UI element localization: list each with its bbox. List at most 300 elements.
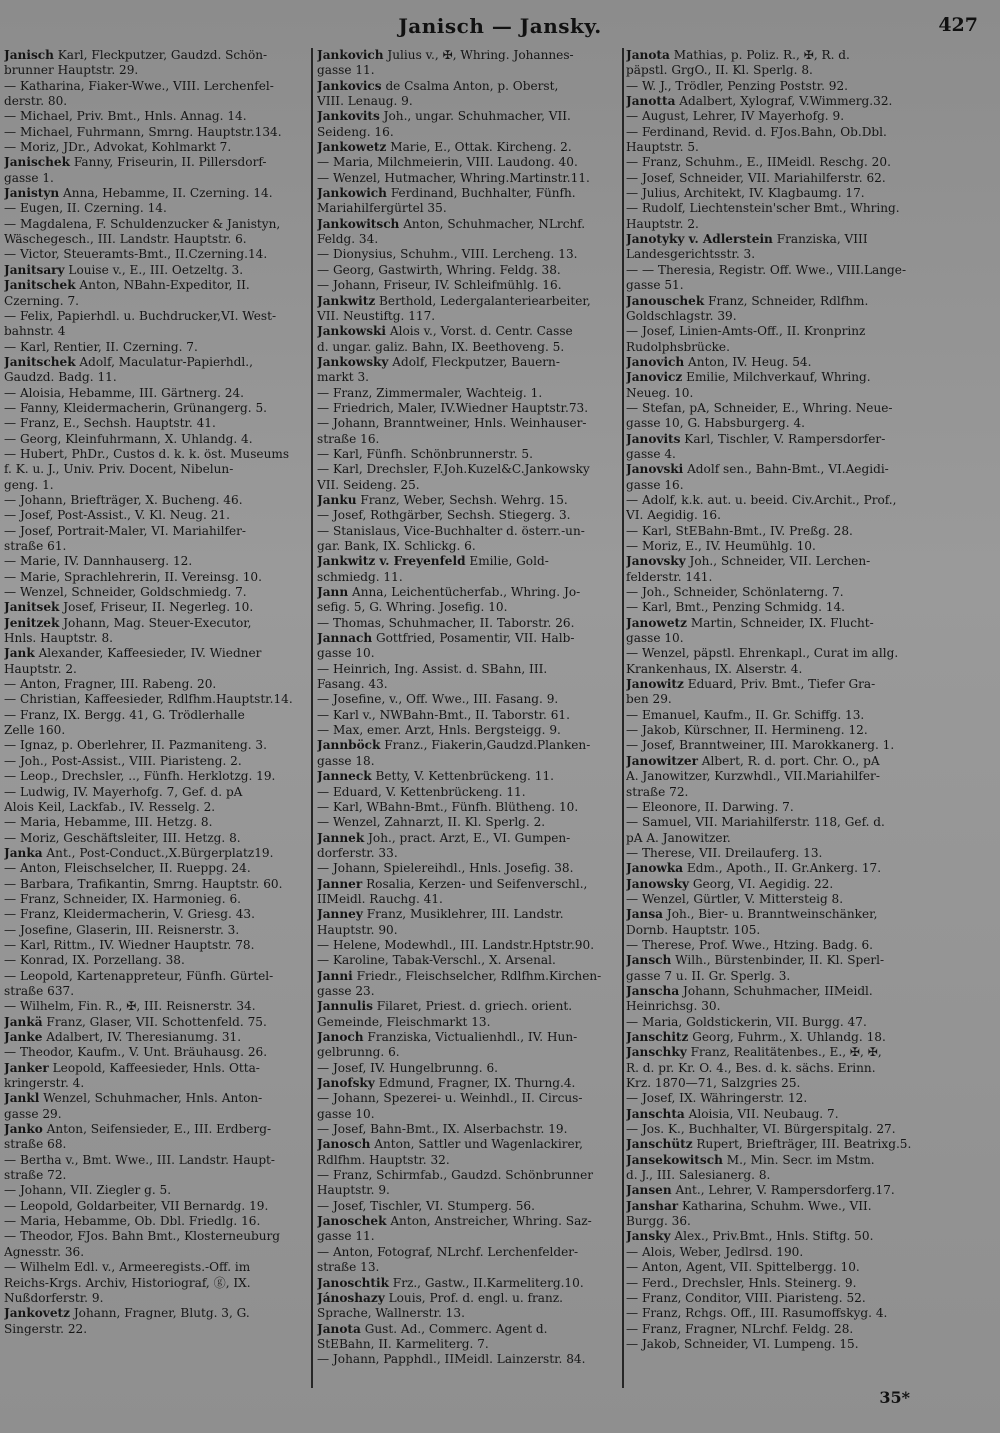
entry-text: Friedr., Fleischselcher, Rdlfhm.Kirchen- — [352, 968, 602, 983]
entry-text: d. ungar. galiz. Bahn, IX. Beethoveng. 5. — [317, 339, 565, 354]
surname: Janovich — [626, 354, 685, 369]
surname: Janota — [626, 48, 670, 62]
entry-text: — W. J., Trödler, Penzing Poststr. 92. — [626, 78, 849, 93]
directory-line — [626, 109, 926, 124]
entry-text: bahnstr. 4 — [4, 324, 66, 339]
surname: Janischek — [4, 155, 70, 170]
directory-line — [317, 186, 621, 201]
surname: Jankowetz — [317, 140, 387, 155]
entry-text: — Joh., Schneider, Schönlaterng. 7. — [626, 585, 844, 600]
directory-line — [317, 79, 621, 94]
entry-text: — Helene, Modewhdl., III. Landstr.Hptstr.90. — [317, 937, 595, 952]
entry-text: — Christian, Kaffeesieder, Rdlfhm.Hauptstr.14. — [4, 692, 293, 707]
directory-line — [317, 800, 621, 815]
directory-line — [317, 769, 621, 784]
directory-line — [4, 1137, 309, 1152]
directory-line — [626, 1291, 926, 1306]
entry-text: — Marie, Sprachlehrerin, II. Vereinsg. 10. — [4, 569, 262, 584]
entry-text: — Josef, Bahn-Bmt., IX. Alserbachstr. 19. — [317, 1122, 568, 1137]
directory-line — [317, 1214, 621, 1229]
entry-text: gasse 10. — [317, 646, 375, 661]
directory-line — [4, 1260, 309, 1275]
surname: Janovicz — [626, 370, 683, 385]
entry-text: — Bertha v., Bmt. Wwe., III. Landstr. Haupt- — [4, 1152, 276, 1167]
entry-text: kringerstr. 4. — [4, 1076, 85, 1091]
entry-text: Rudolphsbrücke. — [626, 339, 730, 354]
directory-line — [317, 1352, 621, 1367]
surname: Janko — [4, 1122, 43, 1137]
directory-line — [317, 478, 621, 493]
entry-text: dorferstr. 33. — [317, 845, 398, 860]
directory-line — [317, 447, 621, 462]
surname: Jankowitsch — [317, 216, 400, 231]
surname: Janisch — [4, 48, 54, 62]
entry-text: M., Min. Secr. im Mstm. — [722, 1152, 875, 1167]
entry-text: Zelle 160. — [4, 723, 66, 738]
directory-line — [626, 1260, 926, 1275]
directory-line — [317, 247, 621, 262]
entry-text: Emilie, Milchverkauf, Whring. — [682, 370, 871, 385]
entry-text: — Josef, IV. Hungelbrunng. 6. — [317, 1060, 498, 1075]
entry-text: Leopold, Kaffeesieder, Hnls. Otta- — [48, 1060, 260, 1075]
surname: Janistyn — [4, 186, 60, 201]
entry-text: brunner Hauptstr. 29. — [4, 63, 139, 78]
entry-text: Anton, Schuhmacher, NLrchf. — [399, 216, 586, 231]
directory-line — [4, 1291, 309, 1306]
entry-text: Alexander, Kaffeesieder, IV. Wiedner — [34, 646, 262, 661]
entry-text: Eduard, Priv. Bmt., Tiefer Gra- — [683, 677, 876, 692]
entry-text: — — Theresia, Registr. Off. Wwe., VIII.Lange- — [626, 262, 907, 277]
directory-line — [317, 585, 621, 600]
entry-text: — Josef, Linien-Amts-Off., II. Kronprinz — [626, 324, 866, 339]
directory-line — [4, 401, 309, 416]
directory-line — [626, 815, 926, 830]
directory-line — [626, 831, 926, 846]
directory-line — [4, 278, 309, 293]
surname: Janowka — [626, 861, 684, 876]
directory-line — [4, 370, 309, 385]
directory-line — [626, 478, 926, 493]
entry-text: Hauptstr. 2. — [4, 661, 77, 676]
directory-line — [626, 738, 926, 753]
directory-line — [317, 923, 621, 938]
directory-line — [4, 1322, 309, 1337]
directory-line — [317, 984, 621, 999]
directory-line — [626, 754, 926, 769]
entry-text: VII. Seideng. 25. — [317, 477, 420, 492]
entry-text: Gottfried, Posamentir, VII. Halb- — [372, 631, 575, 646]
directory-line — [317, 1199, 621, 1214]
surname: Jannulis — [317, 999, 373, 1014]
directory-line — [626, 1229, 926, 1244]
entry-text: — Hubert, PhDr., Custos d. k. k. öst. Museums — [4, 446, 290, 461]
directory-line — [626, 508, 926, 523]
surname: Janowitz — [626, 677, 684, 692]
entry-text: Anton, Seifensieder, E., III. Erdberg- — [42, 1122, 272, 1137]
surname: Jánoshazy — [317, 1290, 385, 1305]
entry-text: Franz., Fiakerin,Gaudzd.Planken- — [380, 738, 591, 753]
directory-line — [317, 401, 621, 416]
directory-line — [626, 462, 926, 477]
entry-text: — Moriz, JDr., Advokat, Kohlmarkt 7. — [4, 140, 232, 155]
directory-line — [317, 953, 621, 968]
entry-text: Anton, NBahn-Expeditor, II. — [75, 278, 250, 293]
directory-line — [317, 600, 621, 615]
directory-line — [4, 1015, 309, 1030]
directory-line — [626, 769, 926, 784]
directory-line — [626, 1276, 926, 1291]
directory-line — [626, 999, 926, 1014]
surname: Janovsky — [626, 554, 686, 569]
directory-line — [626, 63, 926, 78]
directory-line — [4, 800, 309, 815]
directory-line — [317, 708, 621, 723]
entry-text: Franz, Realitätenbes., E., ✠, ✠, — [686, 1045, 882, 1060]
entry-text: — Johann, VII. Ziegler g. 5. — [4, 1183, 172, 1198]
entry-text: VI. Aegidig. 16. — [626, 508, 721, 523]
entry-text: Agnesstr. 36. — [4, 1244, 85, 1259]
directory-line — [626, 355, 926, 370]
page-title: Janisch — Jansky. — [398, 14, 602, 38]
entry-text: — Johann, Papphdl., IIMeidl. Lainzerstr. 84. — [317, 1352, 586, 1367]
entry-text: Anton, Sattler und Wagenlackirer, — [370, 1137, 583, 1152]
directory-line — [4, 324, 309, 339]
directory-line — [4, 984, 309, 999]
directory-line — [626, 708, 926, 723]
directory-line — [626, 1137, 926, 1152]
entry-text: — Maria, Milchmeierin, VIII. Laudong. 40. — [317, 155, 578, 170]
directory-line — [317, 278, 621, 293]
column-1 — [4, 48, 309, 1337]
entry-text: — Karl v., NWBahn-Bmt., II. Taborstr. 61. — [317, 707, 570, 722]
surname: Janschitz — [626, 1030, 689, 1044]
directory-line — [626, 677, 926, 692]
entry-text: — Josef, Portrait-Maler, VI. Mariahilfer- — [4, 523, 246, 538]
directory-line — [626, 1337, 926, 1352]
directory-line — [626, 401, 926, 416]
entry-text: Marie, E., Ottak. Kircheng. 2. — [386, 140, 572, 155]
directory-line — [317, 462, 621, 477]
entry-text: gasse 10, G. Habsburgerg. 4. — [626, 416, 806, 431]
entry-text: — Franz, E., Sechsh. Hauptstr. 41. — [4, 416, 216, 431]
surname: Jankowich — [317, 186, 387, 201]
directory-line — [317, 1322, 621, 1337]
entry-text: — Jos. K., Buchhalter, VI. Bürgerspitalg. 27. — [626, 1122, 896, 1137]
entry-text: — Leop., Drechsler, .., Fünfh. Herklotzg. 19. — [4, 769, 276, 784]
surname: Jankwitz — [317, 293, 376, 308]
directory-line — [4, 969, 309, 984]
directory-line — [4, 79, 309, 94]
directory-line — [317, 309, 621, 324]
entry-text: — Eduard, V. Kettenbrückeng. 11. — [317, 784, 526, 799]
entry-text: — Michael, Fuhrmann, Smrng. Hauptstr.134. — [4, 124, 282, 139]
entry-text: — Friedrich, Maler, IV.Wiedner Hauptstr.73. — [317, 400, 589, 415]
entry-text: Alex., Priv.Bmt., Hnls. Stiftg. 50. — [670, 1229, 874, 1244]
entry-text: — Anton, Agent, VII. Spittelbergg. 10. — [626, 1260, 860, 1275]
entry-text: f. K. u. J., Univ. Priv. Docent, Nibelun- — [4, 462, 234, 477]
surname: Janotta — [626, 94, 676, 109]
directory-line — [626, 1122, 926, 1137]
directory-line — [317, 94, 621, 109]
directory-line — [626, 907, 926, 922]
entry-text: — Josef, Branntweiner, III. Marokkanerg. 1. — [626, 738, 895, 753]
entry-text: gasse 4. — [626, 446, 676, 461]
directory-line — [317, 1229, 621, 1244]
directory-line — [626, 1214, 926, 1229]
directory-line — [4, 1153, 309, 1168]
directory-line — [317, 155, 621, 170]
entry-text: Gust. Ad., Commerc. Agent d. — [360, 1321, 548, 1336]
entry-text: — Ferd., Drechsler, Hnls. Steinerg. 9. — [626, 1275, 857, 1290]
directory-line — [317, 125, 621, 140]
entry-text: — Wenzel, Schneider, Goldschmiedg. 7. — [4, 585, 247, 600]
directory-line — [317, 861, 621, 876]
directory-line — [626, 125, 926, 140]
entry-text: — Barbara, Trafikantin, Smrng. Hauptstr. 60. — [4, 876, 283, 891]
directory-line — [4, 416, 309, 431]
directory-line — [317, 109, 621, 124]
directory-line — [317, 201, 621, 216]
directory-line — [4, 616, 309, 631]
entry-text: Neueg. 10. — [626, 385, 694, 400]
directory-line — [4, 815, 309, 830]
entry-text: Johann, Mag. Steuer-Executor, — [59, 615, 252, 630]
entry-text: Landesgerichtsstr. 3. — [626, 247, 756, 262]
entry-text: Adolf, Fleckputzer, Bauern- — [388, 354, 560, 369]
entry-text: Gemeinde, Fleischmarkt 13. — [317, 1014, 491, 1029]
directory-line — [317, 1183, 621, 1198]
surname: Janker — [4, 1060, 49, 1075]
directory-line — [4, 1199, 309, 1214]
directory-line — [317, 416, 621, 431]
directory-line — [317, 1153, 621, 1168]
directory-line — [4, 923, 309, 938]
directory-line — [626, 570, 926, 585]
entry-text: — Ignaz, p. Oberlehrer, II. Pazmaniteng. 3. — [4, 738, 267, 753]
entry-text: — Josef, IX. Währingerstr. 12. — [626, 1091, 808, 1106]
entry-text: — Moriz, E., IV. Heumühlg. 10. — [626, 539, 816, 553]
entry-text: gasse 29. — [4, 1106, 62, 1121]
directory-line — [4, 999, 309, 1014]
directory-line — [626, 585, 926, 600]
directory-line — [626, 493, 926, 508]
directory-line — [317, 969, 621, 984]
entry-text: — Rudolf, Liechtenstein'scher Bmt., Whring. — [626, 201, 900, 216]
directory-line — [4, 263, 309, 278]
entry-text: schmiedg. 11. — [317, 569, 403, 584]
entry-text: gasse 7 u. II. Gr. Sperlg. 3. — [626, 968, 791, 983]
directory-line — [4, 723, 309, 738]
surname: Jenitzek — [4, 615, 60, 630]
directory-line — [626, 232, 926, 247]
directory-line — [4, 861, 309, 876]
surname: Janscha — [626, 983, 680, 998]
directory-line — [317, 1276, 621, 1291]
entry-text: Fanny, Friseurin, II. Pillersdorf- — [69, 155, 267, 170]
entry-text: Franziska, VIII — [772, 232, 868, 247]
directory-line — [317, 723, 621, 738]
directory-line — [317, 1337, 621, 1352]
entry-text: — Johann, Branntweiner, Hnls. Weinhauser- — [317, 416, 587, 431]
directory-line — [317, 677, 621, 692]
directory-line — [626, 723, 926, 738]
directory-line — [626, 539, 926, 554]
directory-line — [4, 1276, 309, 1291]
page-number: 427 — [938, 14, 978, 36]
directory-line — [626, 370, 926, 385]
entry-text: Nußdorferstr. 9. — [4, 1290, 104, 1305]
directory-line — [317, 1061, 621, 1076]
entry-text: Wenzel, Schuhmacher, Hnls. Anton- — [39, 1091, 263, 1106]
directory-line — [4, 232, 309, 247]
surname: Janschta — [626, 1106, 685, 1121]
entry-text: — Anton, Fleischselcher, II. Rueppg. 24. — [4, 861, 251, 876]
entry-text: Joh., Bier- u. Branntweinschänker, — [663, 907, 878, 922]
surname: Janschky — [626, 1045, 687, 1060]
surname: Janneck — [317, 769, 372, 784]
entry-text: straße 13. — [317, 1260, 380, 1275]
directory-line — [626, 892, 926, 907]
directory-line — [317, 386, 621, 401]
directory-line — [626, 324, 926, 339]
directory-line — [626, 1107, 926, 1122]
surname: Jankowsky — [317, 354, 389, 369]
column-rule — [311, 48, 313, 1388]
surname: Janosch — [317, 1137, 371, 1152]
entry-text: Adalbert, Xylograf, V.Wimmerg.32. — [675, 94, 893, 109]
entry-text: Emilie, Gold- — [465, 554, 549, 569]
directory-line — [4, 877, 309, 892]
directory-line — [626, 1030, 926, 1045]
entry-text: R. d. pr. Kr. O. 4., Bes. d. k. sächs. Erinn. — [626, 1060, 876, 1075]
entry-text: — August, Lehrer, IV Mayerhofg. 9. — [626, 109, 845, 124]
entry-text: — Karl, StEBahn-Bmt., IV. Preßg. 28. — [626, 523, 853, 538]
entry-text: — Joh., Post-Assist., VIII. Piaristeng. 2. — [4, 753, 242, 768]
entry-text: Louis, Prof. d. engl. u. franz. — [384, 1290, 564, 1305]
entry-text: Franz, Weber, Sechsh. Wehrg. 15. — [356, 492, 568, 507]
surname: Janoschtik — [317, 1275, 389, 1290]
directory-line — [4, 570, 309, 585]
entry-text: Georg, Fuhrm., X. Uhlandg. 18. — [688, 1030, 886, 1044]
entry-text: — Julius, Architekt, IV. Klagbaumg. 17. — [626, 186, 865, 201]
entry-text: — Maria, Hebamme, III. Hetzg. 8. — [4, 815, 213, 830]
entry-text: gar. Bank, IX. Schlickg. 6. — [317, 539, 476, 553]
entry-text: Alois v., Vorst. d. Centr. Casse — [386, 324, 573, 339]
directory-line — [317, 646, 621, 661]
entry-text: Hauptstr. 9. — [317, 1183, 390, 1198]
directory-line — [4, 846, 309, 861]
entry-text: Franz, Schneider, Rdlfhm. — [704, 293, 869, 308]
entry-text: Adolf sen., Bahn-Bmt., VI.Aegidi- — [683, 462, 889, 477]
entry-text: Julius v., ✠, Whring. Johannes- — [383, 48, 574, 62]
directory-line — [4, 1183, 309, 1198]
surname: Janovski — [626, 462, 684, 477]
directory-line — [4, 953, 309, 968]
entry-text: Aloisia, VII. Neubaug. 7. — [684, 1106, 839, 1121]
entry-text: Mathias, p. Poliz. R., ✠, R. d. — [669, 48, 850, 62]
directory-line — [4, 432, 309, 447]
directory-line — [317, 1245, 621, 1260]
entry-text: derstr. 80. — [4, 94, 68, 109]
entry-text: VII. Neustiftg. 117. — [317, 308, 436, 323]
entry-text: — Fanny, Kleidermacherin, Grünangerg. 5. — [4, 400, 268, 415]
entry-text: — Heinrich, Ing. Assist. d. SBahn, III. — [317, 661, 548, 676]
entry-text: — Wenzel, Zahnarzt, II. Kl. Sperlg. 2. — [317, 815, 546, 830]
directory-line — [4, 1245, 309, 1260]
directory-line — [317, 370, 621, 385]
entry-text: Anna, Leichentücherfab., Whring. Jo- — [348, 585, 581, 600]
entry-text: — Adolf, k.k. aut. u. beeid. Civ.Archit., Prof., — [626, 492, 897, 507]
entry-text: Ant., Post-Conduct.,X.Bürgerplatz19. — [42, 845, 274, 860]
directory-line — [4, 386, 309, 401]
entry-text: Frz., Gastw., II.Karmeliterg.10. — [388, 1275, 584, 1290]
entry-text: gasse 23. — [317, 983, 375, 998]
directory-line — [4, 554, 309, 569]
entry-text: d. J., III. Salesianerg. 8. — [626, 1168, 771, 1183]
directory-line — [626, 953, 926, 968]
directory-line — [626, 616, 926, 631]
directory-line — [317, 539, 621, 554]
entry-text: — Theodor, Kaufm., V. Unt. Bräuhausg. 26. — [4, 1045, 268, 1060]
entry-text: — Leopold, Goldarbeiter, VII Bernardg. 19. — [4, 1198, 269, 1213]
directory-line — [626, 646, 926, 661]
entry-text: — Ferdinand, Revid. d. FJos.Bahn, Ob.Dbl. — [626, 124, 887, 139]
directory-line — [626, 1091, 926, 1106]
directory-line — [4, 600, 309, 615]
directory-line — [317, 1045, 621, 1060]
entry-text: StEBahn, II. Karmeliterg. 7. — [317, 1336, 489, 1351]
entry-text: Edm., Apoth., II. Gr.Ankerg. 17. — [683, 861, 882, 876]
entry-text: ben 29. — [626, 692, 672, 707]
entry-text: — Stanislaus, Vice-Buchhalter d. österr.-un- — [317, 523, 585, 538]
entry-text: — Leopold, Kartenappreteur, Fünfh. Gürtel- — [4, 968, 274, 983]
entry-text: Seideng. 16. — [317, 124, 394, 139]
directory-line — [626, 692, 926, 707]
entry-text: Hnls. Hauptstr. 8. — [4, 631, 113, 646]
directory-line — [4, 217, 309, 232]
surname: Janowitzer — [626, 753, 698, 768]
entry-text: — Stefan, pA, Schneider, E., Whring. Neue- — [626, 400, 893, 415]
entry-text: — Karl, Bmt., Penzing Schmidg. 14. — [626, 600, 846, 615]
entry-text: — Georg, Gastwirth, Whring. Feldg. 38. — [317, 262, 561, 277]
entry-text: Franz, Musiklehrer, III. Landstr. — [362, 907, 564, 922]
entry-text: — Franz, IX. Bergg. 41, G. Trödlerhalle — [4, 707, 245, 722]
directory-line — [317, 738, 621, 753]
entry-text: — Karl, Rittm., IV. Wiedner Hauptstr. 78. — [4, 937, 255, 952]
directory-line — [4, 1214, 309, 1229]
directory-line — [317, 692, 621, 707]
directory-line — [626, 386, 926, 401]
entry-text: gasse 11. — [317, 1229, 375, 1244]
surname: Janotyky v. Adlerstein — [626, 232, 773, 247]
surname: Janshar — [626, 1198, 679, 1213]
entry-text: Karl, Fleckputzer, Gaudzd. Schön- — [53, 48, 268, 62]
directory-line — [626, 1076, 926, 1091]
entry-text: Wäschegesch., III. Landstr. Hauptstr. 6. — [4, 232, 247, 247]
surname: Jankovetz — [4, 1306, 70, 1321]
directory-line — [317, 1076, 621, 1091]
entry-text: — Eleonore, II. Darwing. 7. — [626, 799, 794, 814]
directory-line — [317, 140, 621, 155]
entry-text: — Victor, Steueramts-Bmt., II.Czerning.14. — [4, 247, 268, 262]
directory-line — [626, 923, 926, 938]
directory-line — [626, 447, 926, 462]
entry-text: Krz. 1870—71, Salzgries 25. — [626, 1076, 801, 1091]
directory-line — [317, 524, 621, 539]
directory-line — [4, 677, 309, 692]
entry-text: Burgg. 36. — [626, 1214, 691, 1229]
entry-text: — Maria, Hebamme, Ob. Dbl. Friedlg. 16. — [4, 1214, 261, 1229]
